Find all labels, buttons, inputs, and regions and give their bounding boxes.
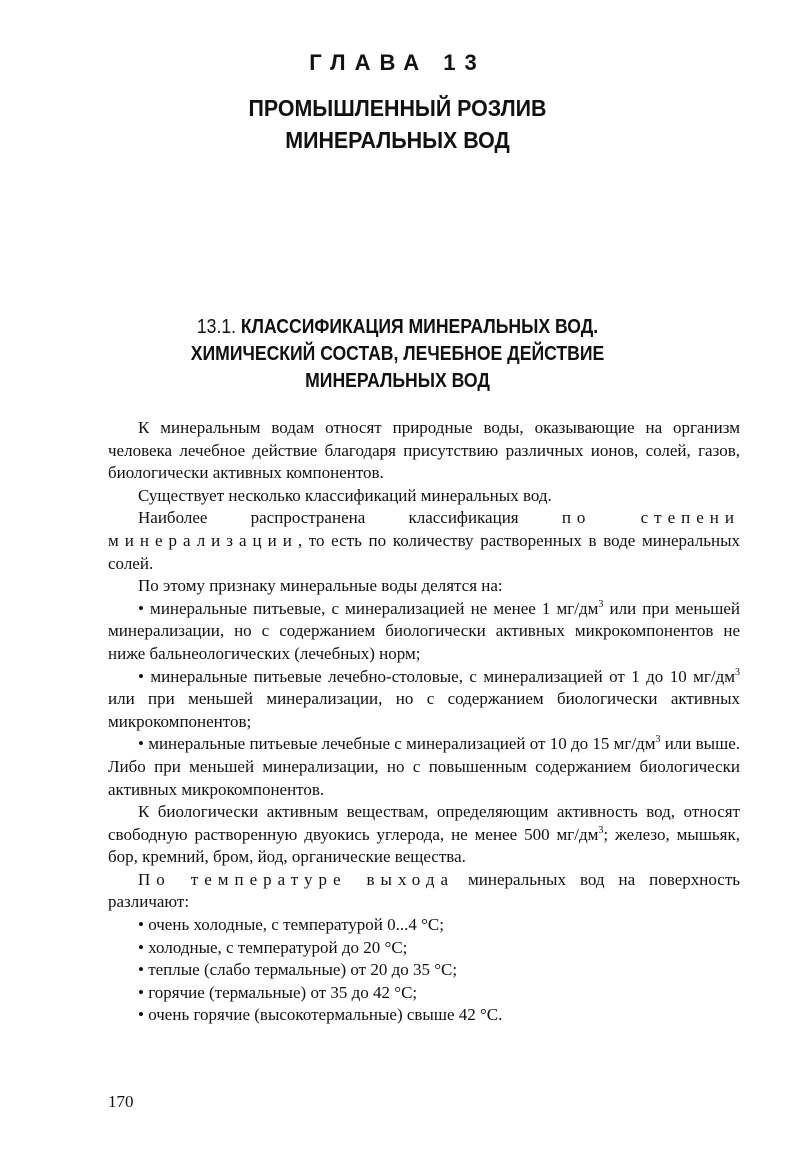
list-item: • горячие (термальные) от 35 до 42 °С; — [138, 982, 418, 1002]
spaced-emphasis: по степени минерализации — [108, 508, 740, 550]
list-item: • очень холодные, с температурой 0...4 °С; — [138, 915, 444, 935]
paragraph: По температуре выхода минеральных вод на поверхность различают: — [108, 869, 740, 912]
chapter-title — [28, 92, 767, 156]
section-number: 13.1. — [196, 316, 237, 338]
paragraph: По этому признаку минеральные воды делятся на: — [138, 576, 503, 596]
section-title — [48, 314, 748, 395]
body-text — [108, 417, 740, 1027]
paragraph: Наиболее распространена классификация по степени минерализации, то есть по количеству растворенных в воде минеральных солей. — [108, 508, 740, 573]
list-item: • минеральные питьевые, с минерализацией не менее 1 $мг/дм^3$ или при меньшей минерализации, но с содержанием биологически активных микрокомпонентов не ниже бальнеологических (лечебных) норм; — [108, 598, 740, 663]
list-item: • холодные, с температурой до 20 °С; — [138, 937, 408, 957]
section-title-line — [48, 314, 748, 341]
section-title-line: ХИМИЧЕСКИЙ СОСТАВ, ЛЕЧЕБНОЕ ДЕЙСТВИЕ — [190, 343, 605, 365]
chapter-label: ГЛАВА 13 — [309, 50, 486, 75]
section-title-text: КЛАССИФИКАЦИЯ МИНЕРАЛЬНЫХ ВОД. — [240, 316, 599, 338]
page-number: 170 — [108, 1092, 134, 1111]
paragraph: К биологически активным веществам, определяющим активность вод, относят свободную растворенную двуокись углерода, не менее 500 $мг/дм^3$; железо, мышьяк, бор, кремний, бром, йод, органические вещества. — [108, 802, 740, 867]
section-title-line: МИНЕРАЛЬНЫХ ВОД — [305, 370, 490, 392]
list-item: • теплые (слабо термальные) от 20 до 35 °С; — [138, 960, 458, 980]
list-item: • минеральные питьевые лечебно-столовые, с минерализацией от 1 до 10 $мг/дм^3$ или при меньшей минерализации, но с содержанием биологически активных микрокомпонентов; — [108, 666, 740, 731]
spaced-emphasis: По температуре выхода — [138, 869, 455, 889]
paragraph: К минеральным водам относят природные воды, оказывающие на организм человека лечебное действие благодаря присутствию различных ионов, солей, газов, биологически активных компонентов. — [108, 418, 740, 483]
paragraph: Существует несколько классификаций минеральных вод. — [138, 485, 552, 505]
list-item: • минеральные питьевые лечебные с минерализацией от 10 до 15 $мг/дм^3$ или выше. Либо при меньшей минерализации, но с повышенным содержанием биологически активных микрокомпонентов. — [108, 734, 740, 799]
list-item: • очень горячие (высокотермальные) свыше 42 °С. — [138, 1005, 503, 1025]
chapter-title-line: МИНЕРАЛЬНЫХ ВОД — [285, 127, 510, 153]
chapter-title-line: ПРОМЫШЛЕННЫЙ РОЗЛИВ — [248, 95, 547, 121]
